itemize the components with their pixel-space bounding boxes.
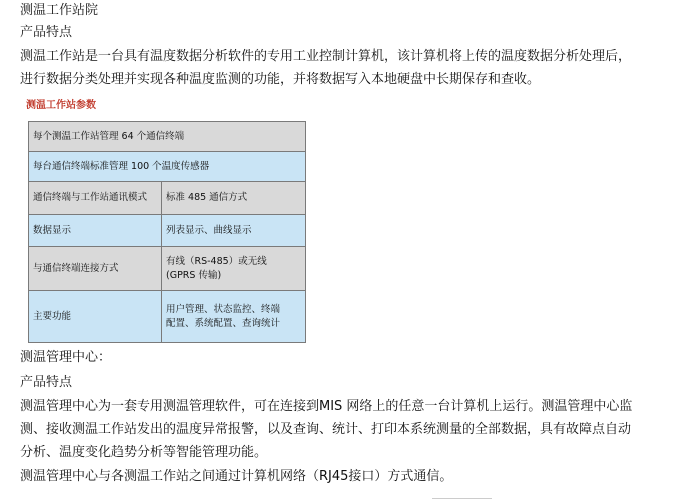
parameters-table xyxy=(28,121,306,343)
table-row xyxy=(29,291,306,343)
table-cell-value-line: (GPRS 传输) xyxy=(166,269,222,281)
section2-paragraph-line4: 测温管理中心与各测温工作站之间通过计算机网络（RJ45接口）方式通信。 xyxy=(20,469,453,484)
table-cell-value xyxy=(162,247,306,291)
table-cell-value-line: 配置、系统配置、查询统计 xyxy=(166,317,281,329)
section2-paragraph-line1: 测温管理中心为一套专用测温管理软件，可在连接到MIS 网络上的任意一台计算机上运行。测温管理中心监 xyxy=(20,399,633,414)
section2-title: 测温管理中心： xyxy=(20,350,112,365)
section2-subtitle: 产品特点 xyxy=(20,375,73,390)
table-cell-value: 标准 485 通信方式 xyxy=(162,182,306,215)
section1-title: 测温工作站院 xyxy=(20,3,99,18)
section1-subtitle: 产品特点 xyxy=(20,25,73,40)
table-row xyxy=(29,215,306,247)
table-cell-value-line: 用户管理、状态监控、终端 xyxy=(166,303,281,315)
table-caption: 测温工作站参数 xyxy=(26,100,96,111)
table-cell-value xyxy=(162,291,306,343)
table-cell-value-line: 有线（RS-485）或无线 xyxy=(166,255,267,267)
section1-paragraph-line1: 测温工作站是一台具有温度数据分析软件的专用工业控制计算机，该计算机将上传的温度数据分析处理后， xyxy=(20,49,632,64)
table-cell-key: 主要功能 xyxy=(29,291,162,343)
table-row xyxy=(29,122,306,152)
table-row xyxy=(29,182,306,215)
table-cell-key: 与通信终端连接方式 xyxy=(29,247,162,291)
table-cell-key: 通信终端与工作站通讯模式 xyxy=(29,182,162,215)
table-row xyxy=(29,152,306,182)
table-cell-value: 列表显示、曲线显示 xyxy=(162,215,306,247)
table-row xyxy=(29,247,306,291)
section2-paragraph-line2: 测、接收测温工作站发出的温度异常报警，以及查询、统计、打印本系统测量的全部数据，具有故障点自动 xyxy=(20,422,632,437)
table-cell-key: 数据显示 xyxy=(29,215,162,247)
table-cell: 每台通信终端标准管理 100 个温度传感器 xyxy=(29,152,306,182)
table-cell: 每个测温工作站管理 64 个通信终端 xyxy=(29,122,306,152)
divider xyxy=(432,498,492,499)
section2-paragraph-line3: 分析、温度变化趋势分析等智能管理功能。 xyxy=(20,445,268,460)
section1-paragraph-line2: 进行数据分类处理并实现各种温度监测的功能，并将数据写入本地硬盘中长期保存和查收。 xyxy=(20,72,541,87)
